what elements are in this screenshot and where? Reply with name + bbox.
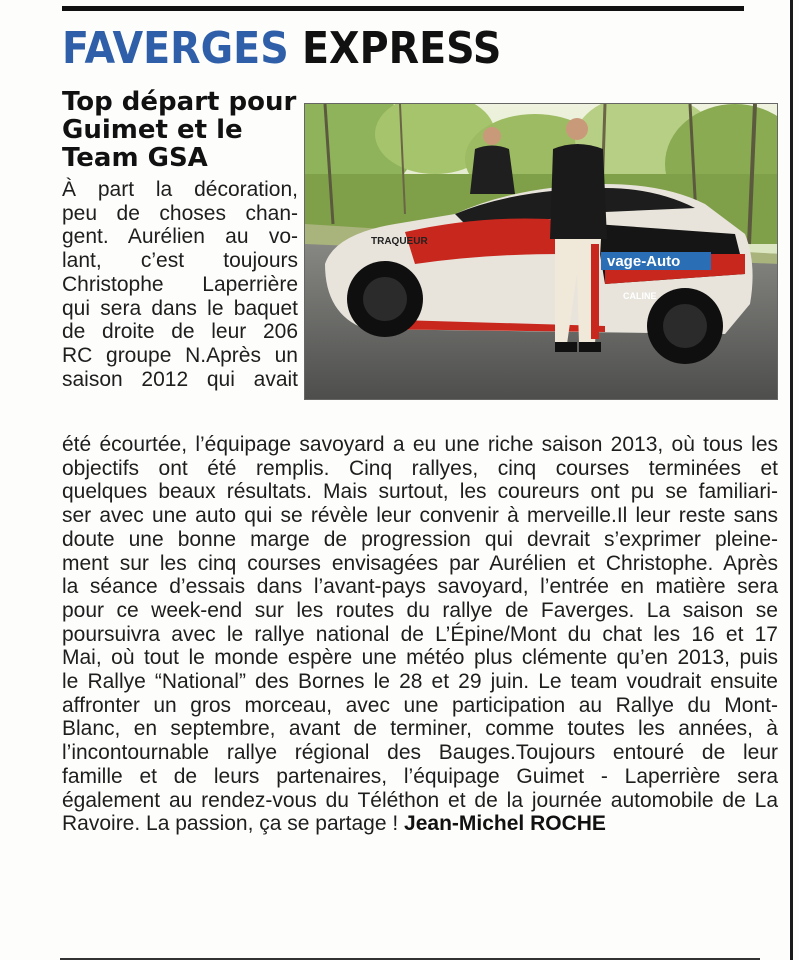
masthead-city: FAVERGES <box>62 22 289 74</box>
page-edge-rule <box>790 0 793 960</box>
headline-line: Guimet et le <box>62 115 243 145</box>
headline-line: Team GSA <box>62 143 208 173</box>
car-decal-sponsor: vage-Auto <box>607 253 681 270</box>
body-line: également au rendez-vous du Téléthon et de la journée automobile de La <box>62 788 778 812</box>
article-body-narrow-column <box>62 178 298 391</box>
body-line: Christophe Laperrière <box>62 272 298 296</box>
driver-figure <box>550 118 607 352</box>
body-line: le Rallye “National” des Bornes le 28 et 29 juin. Le team voudrait ensuite <box>62 670 778 694</box>
section-masthead <box>62 20 524 76</box>
body-line: l’incontournable rallye régional des Bauges.Toujours entouré de leur <box>62 741 778 765</box>
body-line: peu de choses chan- <box>62 201 298 225</box>
body-line: de droite de leur 206 <box>62 320 298 344</box>
body-line: la séance d’essais dans l’avant-pays savoyard, l’entrée en matière sera <box>62 575 778 599</box>
body-line: ser avec une auto qui se révèle leur convenir à merveille.Il leur reste sans <box>62 504 778 528</box>
body-line: doute une bonne marge de progression qui devrait s’exprimer pleine- <box>62 527 778 551</box>
photo-illustration <box>305 104 778 400</box>
body-line: affronter un gros morceau, avec une participation au Rallye du Mont- <box>62 693 778 717</box>
body-line: poursuivra avec le rallye national de L’Épine/Mont du chat les 16 et 17 <box>62 622 778 646</box>
body-last-line <box>62 812 778 836</box>
closing-sentence: Ravoire. La passion, ça se partage ! <box>62 812 405 836</box>
headline-line: Top départ pour <box>62 87 297 117</box>
car-decal-door: CALINE <box>623 291 657 301</box>
body-line: À part la décoration, <box>62 178 298 201</box>
masthead-express: EXPRESS <box>301 22 502 74</box>
author-signature: Jean-Michel ROCHE <box>404 812 606 836</box>
body-line: ment sur les cinq courses envisagées par Aurélien et Christophe. Après <box>62 551 778 575</box>
body-line: famille et de leurs partenaires, l’équipage Guimet - Laperrière sera <box>62 764 778 788</box>
body-line: saison 2012 qui avait <box>62 367 298 391</box>
body-line: quelques beaux résultats. Mais surtout, les coureurs ont pu se familiari- <box>62 480 778 504</box>
body-line: Blanc, en septembre, avant de terminer, comme toutes les années, à <box>62 717 778 741</box>
body-line: RC groupe N.Après un <box>62 343 298 367</box>
body-line: pour ce week-end sur les routes du rallye de Faverges. La saison se <box>62 598 778 622</box>
car-decal-traqueur: TRAQUEUR <box>371 236 428 247</box>
body-line: été écourtée, l’équipage savoyard a eu une riche saison 2013, où tous les <box>62 433 778 456</box>
article-body-wide-column <box>62 433 778 836</box>
body-line: Mai, où tout le monde espère une météo plus clémente qu’en 2013, puis <box>62 646 778 670</box>
article-headline <box>62 88 302 172</box>
body-line: lant, c’est toujours <box>62 249 298 273</box>
rally-car-photo <box>304 103 778 400</box>
body-line: objectifs ont été remplis. Cinq rallyes, cinq courses terminées et <box>62 456 778 480</box>
body-line: gent. Aurélien au vo- <box>62 225 298 249</box>
top-rule <box>62 6 744 11</box>
body-line: qui sera dans le baquet <box>62 296 298 320</box>
